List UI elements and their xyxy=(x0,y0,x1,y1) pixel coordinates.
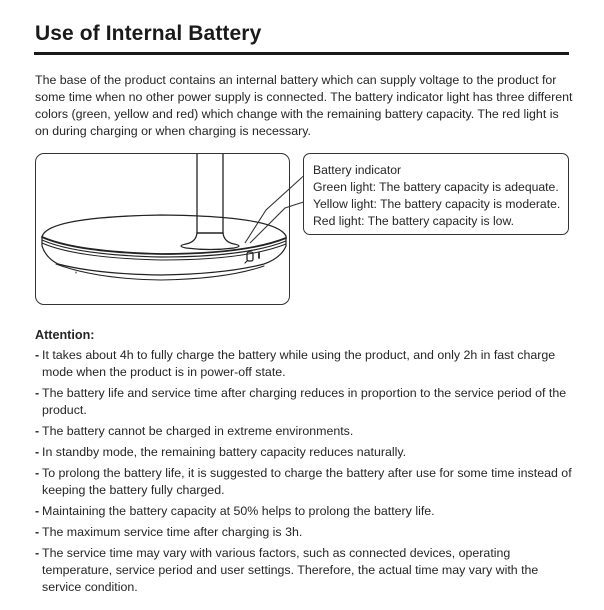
callout-line-green: Green light: The battery capacity is adequate. xyxy=(313,180,559,194)
callout-line-red: Red light: The battery capacity is low. xyxy=(313,214,514,228)
list-item xyxy=(35,503,575,520)
bullet-dash: - xyxy=(35,504,40,518)
list-item xyxy=(35,444,575,461)
lamp-base-side xyxy=(42,236,286,275)
lamp-base-illustration xyxy=(35,153,290,305)
list-item-text: The battery cannot be charged in extreme environments. xyxy=(42,424,354,438)
list-item xyxy=(35,465,575,499)
callout-line-yellow: Yellow light: The battery capacity is moderate. xyxy=(313,197,561,211)
list-item-text: The service time may vary with various factors, such as connected devices, operating temperature, service period and user settings. Therefore, the actual time may vary with the service condition. xyxy=(42,546,539,594)
list-item-text: The battery life and service time after charging reduces in proportion to the service period of the product. xyxy=(42,386,567,417)
list-item xyxy=(35,545,575,596)
bullet-dash: - xyxy=(35,525,40,539)
list-item-text: In standby mode, the remaining battery capacity reduces naturally. xyxy=(42,445,407,459)
lamp-base-drawing xyxy=(36,154,290,305)
attention-heading: Attention: xyxy=(35,328,95,342)
lamp-base-top xyxy=(42,215,286,237)
lamp-stem-collar xyxy=(181,233,239,250)
callout-heading: Battery indicator xyxy=(313,163,402,177)
list-item xyxy=(35,524,575,541)
bullet-dash: - xyxy=(35,386,40,400)
list-item xyxy=(35,347,575,381)
list-item-text: It takes about 4h to fully charge the battery while using the product, and only 2h in fast charge mode when the product is in power-off state. xyxy=(42,348,556,379)
battery-indicator-callout xyxy=(303,153,569,235)
intro-paragraph: The base of the product contains an internal battery which can supply voltage to the product for some time when no other power supply is connected. The battery indicator light has three different colors (green, yellow and red) which change with the remaining battery capacity. The red light is on during charging or when charging is necessary. xyxy=(35,73,573,138)
bullet-dash: - xyxy=(35,466,40,480)
bullet-dash: - xyxy=(35,424,40,438)
list-item xyxy=(35,423,575,440)
title-divider xyxy=(34,52,569,55)
list-item-text: Maintaining the battery capacity at 50% helps to prolong the battery life. xyxy=(42,504,435,518)
attention-list xyxy=(35,347,575,600)
page-title: Use of Internal Battery xyxy=(35,22,262,45)
list-item-text: The maximum service time after charging is 3h. xyxy=(42,525,303,539)
list-item xyxy=(35,385,575,419)
bullet-dash: - xyxy=(35,348,40,362)
bullet-dash: - xyxy=(35,445,40,459)
list-item-text: To prolong the battery life, it is suggested to charge the battery after use for some time instead of keeping the battery fully charged. xyxy=(42,466,572,497)
bullet-dash: - xyxy=(35,546,40,560)
lamp-stem xyxy=(197,154,223,233)
